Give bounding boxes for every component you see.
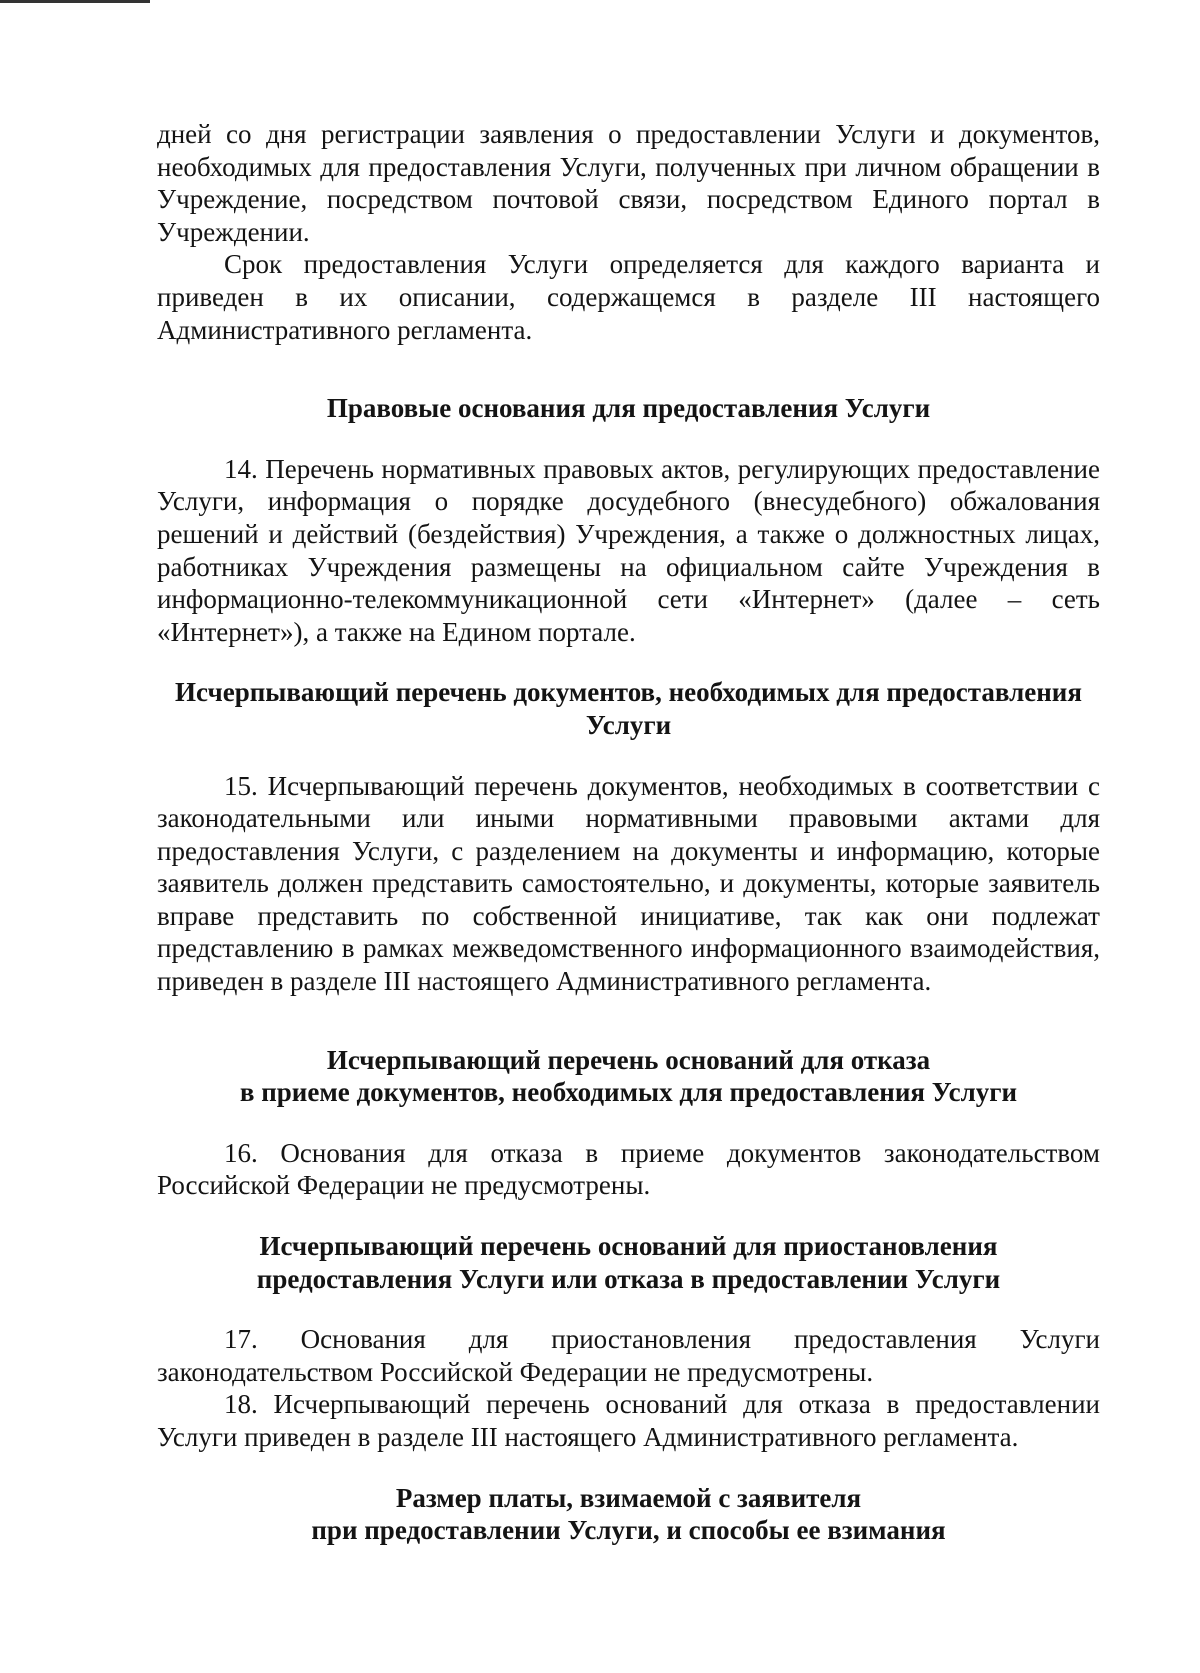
- heading-line: в приеме документов, необходимых для предоставления Услуги: [239, 1077, 1018, 1108]
- heading-line: предоставления Услуги или отказа в предоставлении Услуги: [256, 1263, 1001, 1294]
- spacer: [157, 1454, 1100, 1482]
- spacer: [157, 648, 1100, 676]
- document-page: [157, 118, 1100, 1547]
- paragraph-16: 16. Основания для отказа в приеме документов законодательством Российской Федерации не предусмотрены.: [157, 1137, 1100, 1201]
- heading-fee: [157, 1482, 1100, 1547]
- spacer: [157, 1109, 1100, 1137]
- heading-legal-basis: [157, 392, 1100, 425]
- heading-refusal-acceptance: [157, 1044, 1100, 1109]
- heading-line: Исчерпывающий перечень оснований для отказа: [326, 1044, 931, 1075]
- paragraph-18: 18. Исчерпывающий перечень оснований для отказа в предоставлении Услуги приведен в разделе III настоящего Административного регламента.: [157, 1389, 1100, 1452]
- paragraph-17: 17. Основания для приостановления предоставления Услуги законодательством Российской Федерации не предусмотрены.: [157, 1324, 1100, 1387]
- paragraph-continuation: дней со дня регистрации заявления о предоставлении Услуги и документов, необходимых для предоставления Услуги, полученных при личном обращении в Учреждение, посредством почтовой связи, посредством Единого портал в Учреждении.: [157, 119, 1100, 247]
- spacer: [157, 425, 1100, 453]
- scan-edge-mark: [0, 0, 150, 3]
- spacer: [157, 346, 1100, 392]
- heading-line: Размер платы, взимаемой с заявителя: [395, 1482, 862, 1513]
- spacer: [157, 1202, 1100, 1230]
- heading-documents-list: [157, 676, 1100, 741]
- spacer: [157, 998, 1100, 1044]
- paragraph-15: 15. Исчерпывающий перечень документов, необходимых в соответствии с законодательными или иными нормативными правовыми актами для предоставления Услуги, с разделением на документы и информацию, которые заявитель должен представить самостоятельно, и документы, которые заявитель вправе представить по собственной инициативе, так как они подлежат представлению в рамках межведомственного информационного взаимодействия, приведен в разделе III настоящего Административного регламента.: [157, 770, 1100, 997]
- heading-line: Услуги: [585, 709, 672, 740]
- paragraph-service-term: Срок предоставления Услуги определяется для каждого варианта и приведен в их описании, содержащемся в разделе III настоящего Административного регламента.: [157, 249, 1100, 345]
- heading-line: Правовые основания для предоставления Услуги: [326, 393, 931, 424]
- spacer: [157, 742, 1100, 770]
- heading-line: Исчерпывающий перечень документов, необходимых для предоставления: [175, 677, 1082, 708]
- paragraph-14: 14. Перечень нормативных правовых актов, регулирующих предоставление Услуги, информация о порядке досудебного (внесудебного) обжалования решений и действий (бездействия) Учреждения, а также о должностных лицах, работниках Учреждения размещены на официальном сайте Учреждения в информационно-телекоммуникационной сети «Интернет» (далее – сеть «Интернет»), а также на Едином портале.: [157, 453, 1100, 647]
- heading-line: при предоставлении Услуги, и способы ее взимания: [311, 1515, 946, 1546]
- spacer: [157, 1295, 1100, 1323]
- heading-suspension: [157, 1230, 1100, 1295]
- heading-line: Исчерпывающий перечень оснований для приостановления: [259, 1231, 998, 1262]
